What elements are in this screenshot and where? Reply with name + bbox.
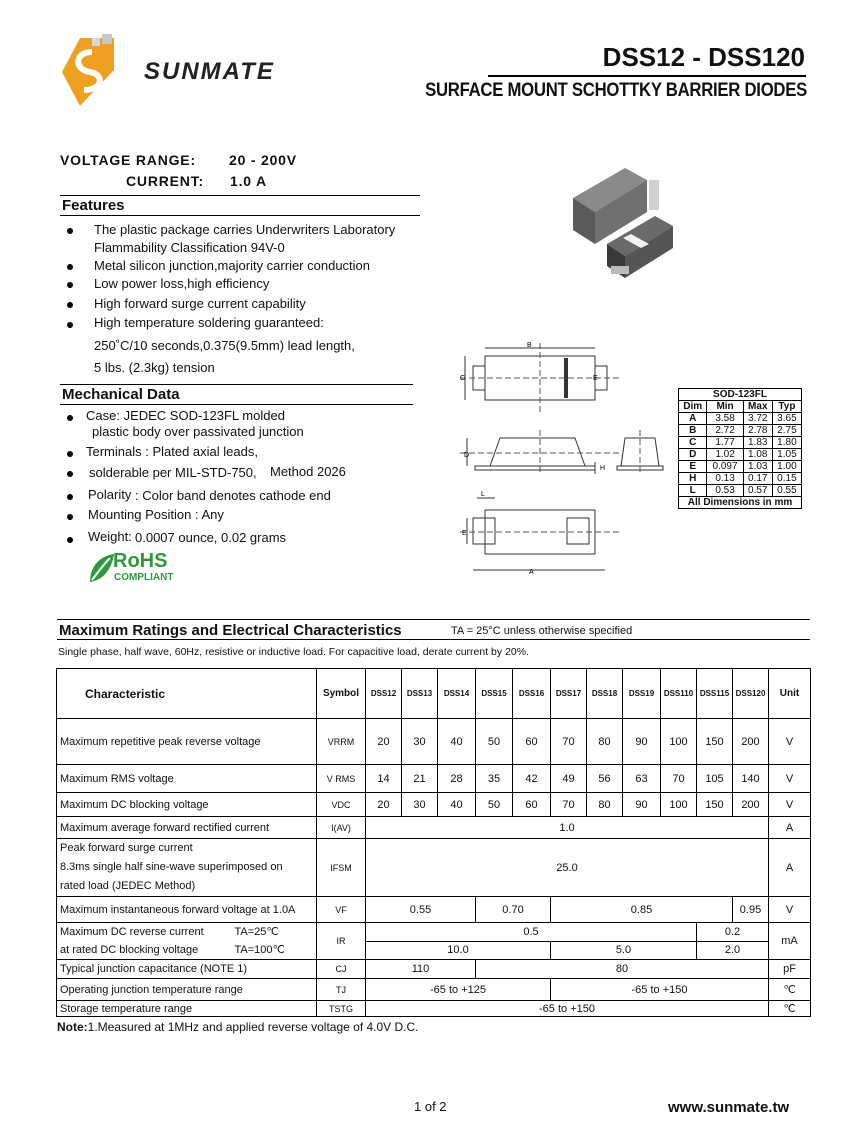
- feature-item: 5 lbs. (2.3kg) tension: [94, 360, 215, 375]
- row-symbol: VRRM: [317, 719, 366, 765]
- document-subtitle: SURFACE MOUNT SCHOTTKY BARRIER DIODES: [425, 80, 807, 101]
- value-cell: 5.0: [551, 941, 697, 960]
- value-cell: 150: [697, 719, 733, 765]
- value-cell: 49: [551, 765, 587, 793]
- row-label: Typical junction capacitance (NOTE 1): [57, 960, 317, 979]
- mechanical-item: Weight:: [88, 529, 132, 544]
- unit-cell: A: [769, 817, 811, 839]
- unit-cell: A: [769, 839, 811, 897]
- value-cell: 42: [513, 765, 551, 793]
- dim-row: [679, 413, 802, 425]
- part-header: DSS12: [366, 669, 402, 719]
- row-symbol: I(AV): [317, 817, 366, 839]
- ratings-note-line: Single phase, half wave, 60Hz, resistive or inductive load. For capacitive load, derate current by 20%.: [58, 646, 529, 658]
- value-cell: -65 to +125: [366, 979, 551, 1001]
- rohs-compliant-label: COMPLIANT: [114, 572, 174, 583]
- unit-cell: V: [769, 765, 811, 793]
- value-cell: 25.0: [366, 839, 769, 897]
- value-cell: 150: [697, 793, 733, 817]
- value-cell: 35: [476, 765, 513, 793]
- table-row: [57, 923, 811, 942]
- value-cell: 56: [587, 765, 623, 793]
- features-heading: Features: [62, 197, 125, 214]
- value-cell: 70: [661, 765, 697, 793]
- part-header: DSS13: [402, 669, 438, 719]
- row-symbol: TJ: [317, 979, 366, 1001]
- value-cell: 200: [733, 719, 769, 765]
- dim-cell: 1.00: [772, 461, 801, 473]
- dim-table-footer: All Dimensions in mm: [679, 497, 802, 509]
- value-cell: 80: [587, 719, 623, 765]
- ratings-bottom-rule: [57, 639, 810, 640]
- part-number-title: DSS12 - DSS120: [602, 42, 805, 72]
- row-symbol: V RMS: [317, 765, 366, 793]
- dim-label-a: A: [529, 569, 534, 576]
- value-cell: 2.0: [697, 941, 769, 960]
- dim-cell: 0.15: [772, 473, 801, 485]
- ratings-top-rule: [57, 619, 810, 620]
- row-label-line: 8.3ms single half sine-wave superimposed on: [60, 861, 283, 873]
- row-label: Storage temperature range: [57, 1001, 317, 1017]
- dim-cell: 2.78: [743, 425, 772, 437]
- dim-cell: D: [679, 449, 707, 461]
- dim-cell: 1.77: [707, 437, 743, 449]
- mechanical-item: Terminals : Plated axial leads,: [86, 444, 258, 459]
- part-header: DSS120: [733, 669, 769, 719]
- dim-cell: A: [679, 413, 707, 425]
- note-label: Note:: [57, 1020, 88, 1034]
- note: [57, 1020, 419, 1034]
- dim-cell: 0.53: [707, 485, 743, 497]
- dimension-table: [678, 388, 802, 509]
- value-cell: 60: [513, 719, 551, 765]
- value-cell: 110: [366, 960, 476, 979]
- row-condition: TA=25℃: [234, 926, 279, 938]
- unit-cell: ℃: [769, 1001, 811, 1017]
- website-link[interactable]: www.sunmate.tw: [668, 1099, 790, 1116]
- dim-header: Dim: [679, 401, 707, 413]
- value-cell: 28: [438, 765, 476, 793]
- part-header: DSS115: [697, 669, 733, 719]
- value-cell: 70: [551, 719, 587, 765]
- value-cell: 140: [733, 765, 769, 793]
- value-cell: -65 to +150: [366, 1001, 769, 1017]
- dim-cell: 1.08: [743, 449, 772, 461]
- part-header: DSS14: [438, 669, 476, 719]
- mechanical-item: plastic body over passivated junction: [92, 424, 304, 439]
- unit-cell: V: [769, 793, 811, 817]
- value-cell: 30: [402, 793, 438, 817]
- row-symbol: VDC: [317, 793, 366, 817]
- dim-cell: B: [679, 425, 707, 437]
- row-label-line: Peak forward surge current: [60, 842, 193, 854]
- value-cell: 0.70: [476, 897, 551, 923]
- characteristic-header: Characteristic: [57, 669, 317, 719]
- unit-cell: V: [769, 719, 811, 765]
- dim-cell: C: [679, 437, 707, 449]
- dim-label-l: L: [481, 491, 485, 498]
- mechanical-top-rule: [60, 384, 413, 385]
- unit-cell: mA: [769, 923, 811, 960]
- table-row: [57, 839, 811, 897]
- dim-cell: 0.17: [743, 473, 772, 485]
- features-bottom-rule: [60, 215, 420, 216]
- table-row: [57, 793, 811, 817]
- mechanical-item: Polarity: [88, 487, 132, 502]
- table-header-row: [57, 669, 811, 719]
- table-row: [57, 1001, 811, 1017]
- value-cell: -65 to +150: [551, 979, 769, 1001]
- row-condition: TA=100℃: [234, 944, 285, 956]
- feature-item: Flammability Classification 94V-0: [94, 240, 285, 255]
- value-cell: 50: [476, 719, 513, 765]
- row-label: Maximum DC blocking voltage: [57, 793, 317, 817]
- dim-label-d: D: [464, 452, 470, 459]
- unit-header: Unit: [769, 669, 811, 719]
- value-cell: 10.0: [366, 941, 551, 960]
- table-row: [57, 817, 811, 839]
- dim-row: [679, 437, 802, 449]
- package-outline-drawing: [455, 338, 675, 578]
- dim-cell: 3.58: [707, 413, 743, 425]
- value-cell: 14: [366, 765, 402, 793]
- table-row: [57, 979, 811, 1001]
- ratings-heading: Maximum Ratings and Electrical Characteristics: [59, 622, 402, 639]
- mechanical-item: Mounting Position : Any: [88, 507, 224, 522]
- feature-item: 250˚C/10 seconds,0.375(9.5mm) lead length,: [94, 338, 355, 353]
- package-photo: [565, 160, 675, 290]
- value-cell: 105: [697, 765, 733, 793]
- table-row: [57, 719, 811, 765]
- ratings-table: [56, 668, 811, 1017]
- row-label-line: rated load (JEDEC Method): [60, 880, 196, 892]
- dim-row: [679, 425, 802, 437]
- mechanical-heading: Mechanical Data: [62, 386, 180, 403]
- dim-cell: 2.72: [707, 425, 743, 437]
- feature-item: Low power loss,high efficiency: [94, 276, 270, 291]
- feature-item: High forward surge current capability: [94, 296, 306, 311]
- value-cell: 80: [587, 793, 623, 817]
- part-header: DSS19: [623, 669, 661, 719]
- part-header: DSS16: [513, 669, 551, 719]
- feature-item: High temperature soldering guaranteed:: [94, 315, 324, 330]
- table-row: [57, 960, 811, 979]
- dim-label-e-top: E: [593, 375, 598, 382]
- dim-cell: 1.05: [772, 449, 801, 461]
- row-label: Maximum repetitive peak reverse voltage: [57, 719, 317, 765]
- mechanical-item: solderable per MIL-STD-750,: [89, 465, 257, 480]
- row-label: [57, 839, 317, 897]
- dim-cell: 1.02: [707, 449, 743, 461]
- dim-row: [679, 449, 802, 461]
- dim-cell: 1.83: [743, 437, 772, 449]
- dim-row: [679, 461, 802, 473]
- part-header: DSS15: [476, 669, 513, 719]
- part-header: DSS18: [587, 669, 623, 719]
- value-cell: 0.5: [366, 923, 697, 942]
- note-text: 1.Measured at 1MHz and applied reverse voltage of 4.0V D.C.: [87, 1020, 419, 1034]
- dim-label-h: H: [600, 465, 606, 472]
- row-symbol: TSTG: [317, 1001, 366, 1017]
- symbol-header: Symbol: [317, 669, 366, 719]
- voltage-range-value: 20 - 200V: [229, 152, 297, 168]
- unit-cell: V: [769, 897, 811, 923]
- value-cell: 30: [402, 719, 438, 765]
- dim-table-title: SOD-123FL: [679, 389, 802, 401]
- feature-item: The plastic package carries Underwriters Laboratory: [94, 222, 396, 237]
- mechanical-item: Method 2026: [270, 464, 346, 479]
- value-cell: 100: [661, 719, 697, 765]
- ratings-condition: TA = 25°C unless otherwise specified: [451, 625, 633, 637]
- row-symbol: IR: [317, 923, 366, 960]
- row-label-line: at rated DC blocking voltage: [60, 944, 199, 956]
- current-value: 1.0 A: [230, 173, 267, 189]
- row-symbol: CJ: [317, 960, 366, 979]
- value-cell: 40: [438, 793, 476, 817]
- value-cell: 50: [476, 793, 513, 817]
- leaf-icon: [86, 550, 116, 586]
- table-row: [57, 897, 811, 923]
- mechanical-bottom-rule: [60, 404, 413, 405]
- dim-cell: L: [679, 485, 707, 497]
- value-cell: 90: [623, 719, 661, 765]
- unit-cell: pF: [769, 960, 811, 979]
- value-cell: 70: [551, 793, 587, 817]
- value-cell: 40: [438, 719, 476, 765]
- dim-cell: 3.72: [743, 413, 772, 425]
- part-header: DSS17: [551, 669, 587, 719]
- dim-header: Max: [743, 401, 772, 413]
- value-cell: 1.0: [366, 817, 769, 839]
- mechanical-item: Case: JEDEC SOD-123FL molded: [86, 408, 285, 423]
- table-row: [57, 765, 811, 793]
- voltage-range-label: VOLTAGE RANGE:: [60, 152, 196, 168]
- value-cell: 60: [513, 793, 551, 817]
- dim-label-b: B: [527, 342, 532, 349]
- rohs-badge: [86, 550, 196, 586]
- row-label: Operating junction temperature range: [57, 979, 317, 1001]
- value-cell: 20: [366, 719, 402, 765]
- value-cell: 0.95: [733, 897, 769, 923]
- dim-label-e-bottom: E: [462, 530, 467, 537]
- dim-cell: 1.03: [743, 461, 772, 473]
- dim-cell: 1.80: [772, 437, 801, 449]
- row-label: Maximum instantaneous forward voltage at 1.0A: [57, 897, 317, 923]
- dim-row: [679, 485, 802, 497]
- row-symbol: VF: [317, 897, 366, 923]
- brand-name: SUNMATE: [144, 58, 275, 85]
- value-cell: 90: [623, 793, 661, 817]
- value-cell: 0.55: [366, 897, 476, 923]
- unit-cell: ℃: [769, 979, 811, 1001]
- dim-cell: 0.55: [772, 485, 801, 497]
- dim-cell: E: [679, 461, 707, 473]
- dim-header: Typ: [772, 401, 801, 413]
- value-cell: 21: [402, 765, 438, 793]
- dim-cell: 0.57: [743, 485, 772, 497]
- row-label-line: Maximum DC reverse current: [60, 926, 204, 938]
- row-symbol: IFSM: [317, 839, 366, 897]
- rohs-label: RoHS: [113, 550, 168, 572]
- features-top-rule: [60, 195, 420, 196]
- dim-cell: 0.13: [707, 473, 743, 485]
- mechanical-item: : Color band denotes cathode end: [135, 488, 331, 503]
- current-label: CURRENT:: [126, 173, 204, 189]
- value-cell: 200: [733, 793, 769, 817]
- value-cell: 80: [476, 960, 769, 979]
- mechanical-item: 0.0007 ounce, 0.02 grams: [135, 530, 287, 545]
- row-label: [57, 923, 317, 960]
- dim-row: [679, 473, 802, 485]
- dim-cell: 2.75: [772, 425, 801, 437]
- row-label: Maximum RMS voltage: [57, 765, 317, 793]
- title-rule: [488, 75, 806, 77]
- dim-cell: H: [679, 473, 707, 485]
- feature-item: Metal silicon junction,majority carrier conduction: [94, 258, 371, 273]
- value-cell: 63: [623, 765, 661, 793]
- value-cell: 20: [366, 793, 402, 817]
- dim-header: Min: [707, 401, 743, 413]
- dim-cell: 0.097: [707, 461, 743, 473]
- value-cell: 0.2: [697, 923, 769, 942]
- row-label: Maximum average forward rectified current: [57, 817, 317, 839]
- part-header: DSS110: [661, 669, 697, 719]
- dim-cell: 3.65: [772, 413, 801, 425]
- dim-label-c: C: [460, 375, 466, 382]
- company-logo: [52, 30, 322, 110]
- value-cell: 100: [661, 793, 697, 817]
- value-cell: 0.85: [551, 897, 733, 923]
- page-number: 1 of 2: [414, 1099, 447, 1114]
